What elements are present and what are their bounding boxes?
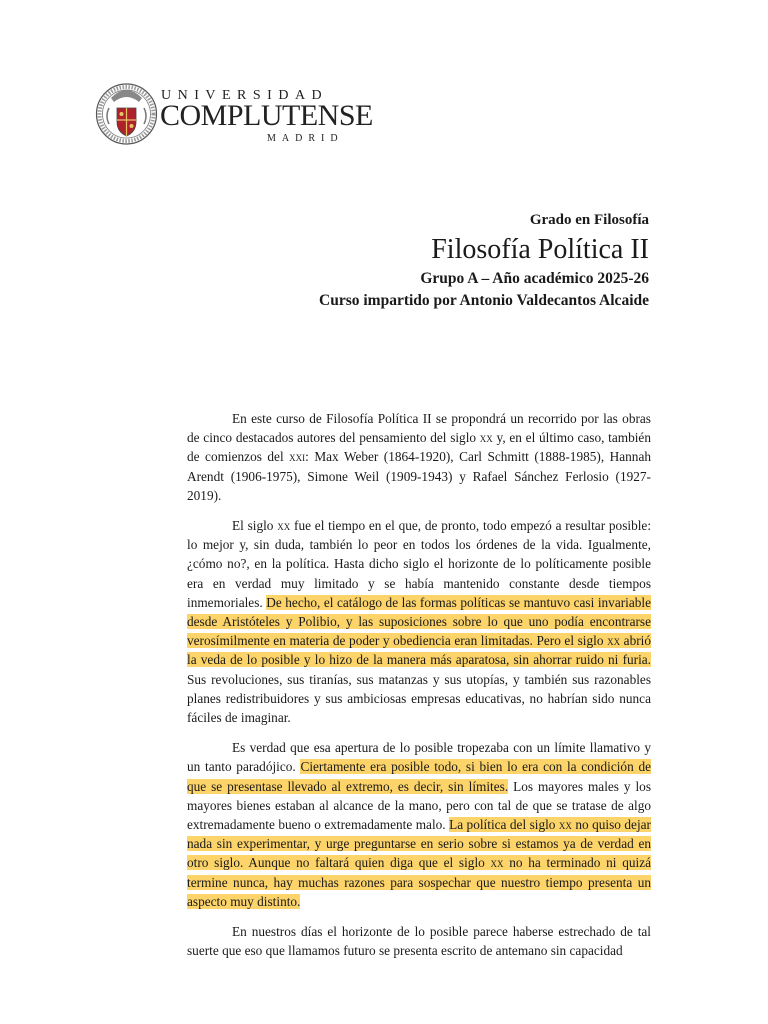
text-segment: xx: [277, 518, 291, 534]
group-line: Grupo A – Año académico 2025-26: [420, 270, 649, 287]
text-segment: Es verdad que esa apertura de lo posible tropezaba con un límite llamativo y un tanto paradójico.: [187, 740, 651, 775]
university-line3: MADRID: [267, 133, 344, 144]
title-block: [319, 210, 649, 312]
text-segment: xx: [479, 430, 493, 446]
text-segment: xxi: [289, 449, 306, 465]
highlighted-text: no ha terminado ni quizá termine nunca, hay muchas razones para sospechar que nuestro tiempo presenta un aspecto muy distinto.: [187, 855, 652, 909]
degree-title: Grado en Filosofía: [529, 212, 649, 228]
highlighted-text: La política del siglo: [449, 817, 559, 833]
body-paragraph: [187, 738, 651, 911]
highlighted-text: xx: [490, 855, 504, 871]
text-segment: Sus revoluciones, sus tiranías, sus matanzas y sus utopías, y también sus razonables planes redistribuidores y sus ambiciosas empresas educativas, no habrían sido nunca fáciles de imaginar.: [187, 671, 651, 726]
body-paragraph: [187, 516, 651, 727]
university-crest-icon: [95, 78, 158, 148]
text-segment: fue el tiempo en el que, de pronto, todo empezó a resultar posible: lo mejor y, sin duda, también lo peor en todos los órdenes de la vida. Igualmente, ¿cómo no?, en la política. Hasta dicho siglo el horizonte de lo políticamente posible era en verdad muy limitado y se había mantenido constante desde tiempos inmemoriales.: [187, 518, 652, 610]
text-segment: Los mayores males y los mayores bienes estaban al alcance de la mano, pero con tal de que se tratase de algo extremadamente bueno o extremadamente malo.: [187, 778, 651, 833]
highlighted-text: abrió la veda de lo posible y lo hizo de la manera más aparatosa, sin ahorrar ruido ni furia.: [187, 633, 651, 668]
text-segment: El siglo: [232, 518, 278, 534]
body-text: [187, 409, 651, 971]
university-logo: [95, 78, 373, 148]
text-segment: En este curso de Filosofía Política II se propondrá un recorrido por las obras de cinco destacados autores del pensamiento del siglo: [187, 411, 651, 446]
highlighted-text: xx: [558, 817, 572, 833]
university-line1: UNIVERSIDAD: [161, 88, 329, 103]
university-line2: COMPLUTENSE: [160, 99, 373, 132]
highlighted-text: xx: [607, 633, 621, 649]
course-title: Filosofía Política II: [431, 234, 649, 265]
text-segment: y, en el último caso, también de comienzos del: [187, 430, 651, 465]
highlighted-text: no quiso dejar nada sin experimentar, y urge preguntarse en serio sobre si estamos ya de verdad en otro siglo. Aunque no faltará quien diga que el siglo: [187, 817, 651, 871]
text-segment: En nuestros días el horizonte de lo posible parece haberse estrechado de tal suerte que eso que llamamos futuro se presenta escrito de antemano sin capacidad: [187, 924, 651, 959]
highlighted-text: Ciertamente era posible todo, si bien lo era con la condición de que se presentase llevado al extremo, es decir, sin límites.: [187, 759, 651, 794]
text-segment: : Max Weber (1864-1920), Carl Schmitt (1888-1985), Hannah Arendt (1906-1975), Simone Weil (1909-1943) y Rafael Sánchez Ferlosio (1927-2019).: [187, 449, 651, 503]
body-paragraph: [187, 922, 651, 960]
highlighted-text: De hecho, el catálogo de las formas políticas se mantuvo casi invariable desde Aristóteles y Polibio, y las suposiciones sobre lo que uno podía encontrarse verosímilmente en materia de poder y obediencia eran limitadas. Pero el siglo: [187, 594, 651, 649]
instructor-line: Curso impartido por Antonio Valdecantos Alcaide: [319, 292, 649, 309]
body-paragraph: [187, 409, 651, 505]
